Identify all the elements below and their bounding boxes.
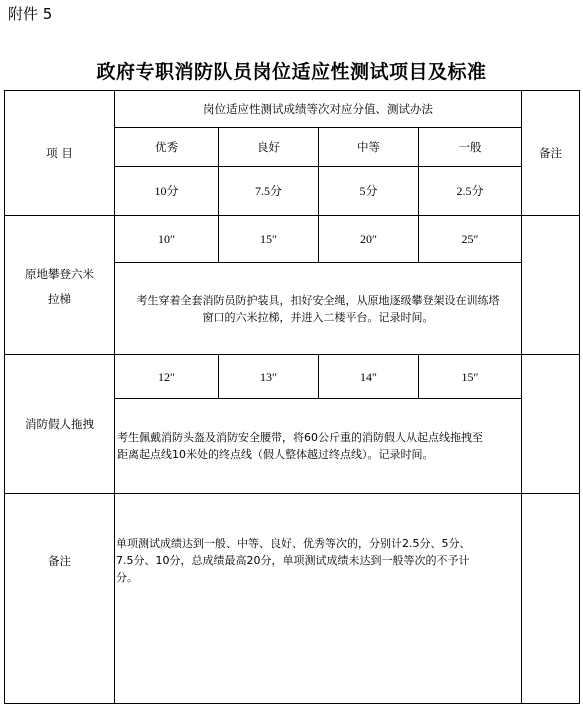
method-line: 考生佩戴消防头盔及消防安全腰带，将60公斤重的消防假人从起点线拖拽至 [117,431,483,444]
time-good: 15″ [260,232,277,246]
notes-line: 7.5分、10分，总成绩最高20分，单项测试成绩未达到一般等次的不予计 [116,554,470,567]
time-excellent: 12″ [158,369,175,384]
score-average: 2.5分 [456,184,484,198]
time-medium: 20″ [360,232,377,246]
score-medium: 5分 [359,184,378,198]
remarks-column-header: 备注 [539,146,562,160]
item-name-line: 拉梯 [48,292,71,306]
grade-medium: 中等 [357,140,380,154]
grade-average: 一般 [458,140,482,154]
notes-line: 分。 [116,571,138,584]
notes-text [115,535,521,595]
time-medium: 14″ [360,369,377,384]
item-name-line: 原地攀登六米 [25,267,94,281]
score-good: 7.5分 [254,184,282,198]
notes-label: 备注 [48,554,71,568]
time-excellent: 10″ [158,232,175,246]
grade-good: 良好 [257,140,280,154]
grade-excellent: 优秀 [155,140,178,154]
document-title: 政府专职消防队员岗位适应性测试项目及标准 [96,61,487,83]
item-column-header: 项 目 [46,146,73,160]
test-method-dummy-drag [115,399,521,493]
grade-group-header: 岗位适应性测试成绩等次对应分值、测试办法 [203,102,433,116]
method-line: 距离起点线10米处的终点线（假人整体越过终点线）。记录时间。 [117,448,434,461]
attachment-label: 附件 5 [8,5,53,23]
time-average: 15″ [461,369,479,384]
method-line: 考生穿着全套消防员防护装具，扣好安全绳，从原地逐级攀登架设在训练塔 [136,293,500,307]
time-average: 25″ [461,232,479,246]
notes-line: 单项测试成绩达到一般、中等、良好、优秀等次的，分别计2.5分、5分、 [116,537,471,550]
score-excellent: 10分 [154,184,179,198]
item-name-dummy-drag: 消防假人拖拽 [25,417,94,431]
time-good: 13″ [260,369,277,384]
method-line: 窗口的六米拉梯，并进入二楼平台。记录时间。 [202,310,434,324]
item-name-ladder-climb [5,262,114,312]
test-method-ladder-climb [115,263,521,354]
